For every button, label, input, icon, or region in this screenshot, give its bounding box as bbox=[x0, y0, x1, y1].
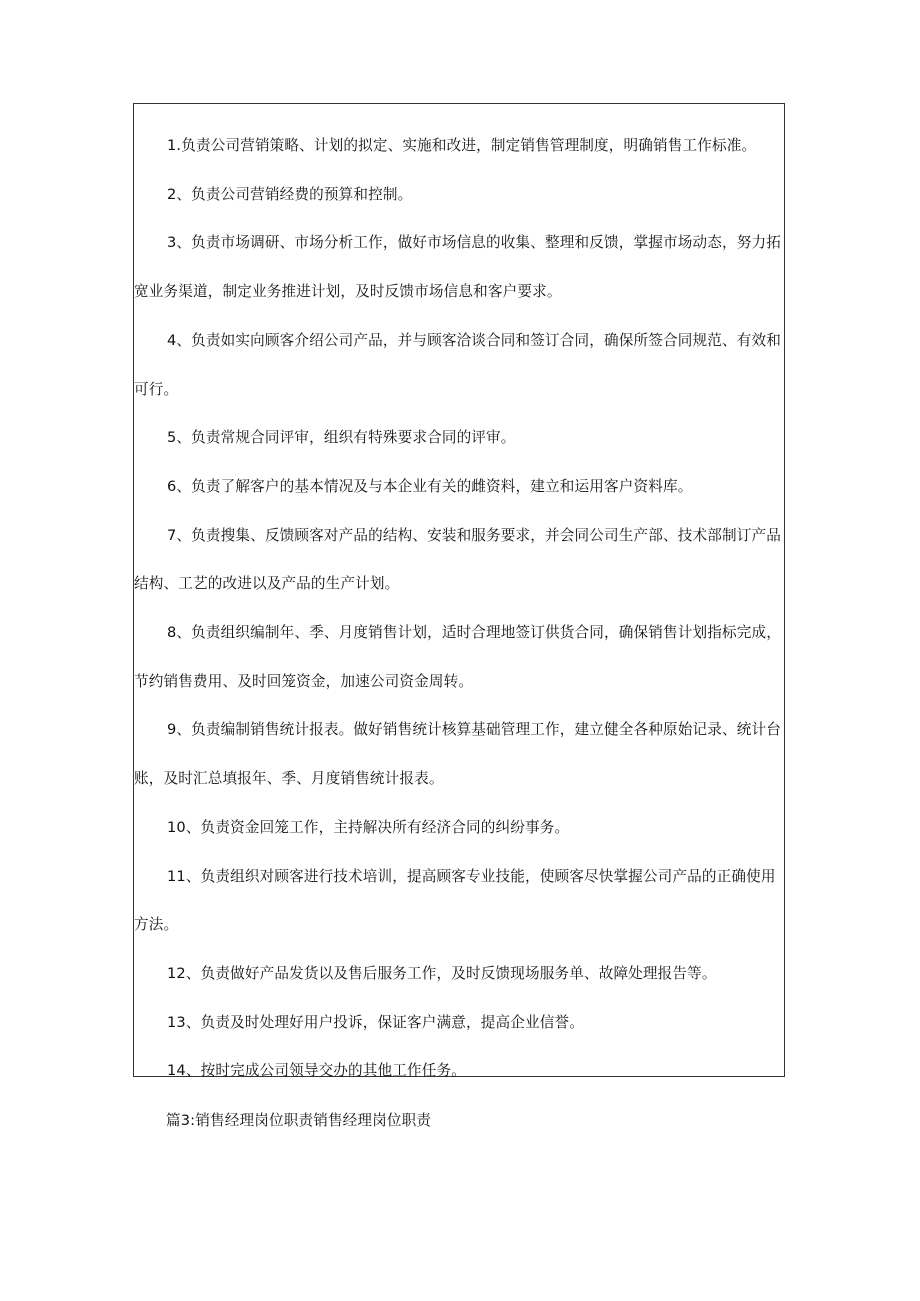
duty-item-8: 8、负责组织编制年、季、月度销售计划，适时合理地签订供货合同，确保销售计划指标完成，节约销售费用、及时回笼资金，加速公司资金周转。 bbox=[134, 624, 781, 690]
duty-item-7: 7、负责搜集、反馈顾客对产品的结构、安装和服务要求，并会同公司生产部、技术部制订产品结构、工艺的改进以及产品的生产计划。 bbox=[134, 526, 781, 593]
duty-item-12: 12、负责做好产品发货以及售后服务工作，及时反馈现场服务单、故障处理报告等。 bbox=[167, 964, 717, 982]
duty-item-3: 3、负责市场调研、市场分析工作，做好市场信息的收集、整理和反馈，掌握市场动态，努力拓宽业务渠道，制定业务推进计划，及时反馈市场信息和客户要求。 bbox=[134, 234, 781, 301]
duty-item-2: 2、负责公司营销经费的预算和控制。 bbox=[167, 185, 413, 203]
duty-item-9: 9、负责编制销售统计报表。做好销售统计核算基础管理工作，建立健全各种原始记录、统计台账，及时汇总填报年、季、月度销售统计报表。 bbox=[134, 721, 781, 788]
duty-item-14: 14、按时完成公司领导交办的其他工作任务。 bbox=[167, 1062, 467, 1080]
duty-item-11: 11、负责组织对顾客进行技术培训，提高顾客专业技能，使顾客尽快掌握公司产品的正确使用方法。 bbox=[134, 867, 776, 934]
section-heading: 篇3:销售经理岗位职责销售经理岗位职责 bbox=[166, 1112, 432, 1129]
duty-item-13: 13、负责及时处理好用户投诉，保证客户满意，提高企业信誉。 bbox=[167, 1013, 584, 1031]
duty-item-4: 4、负责如实向顾客介绍公司产品，并与顾客洽谈合同和签订合同，确保所签合同规范、有效和可行。 bbox=[134, 331, 781, 398]
duties-table-cell bbox=[133, 103, 785, 1080]
duty-item-1: 1.负责公司营销策略、计划的拟定、实施和改进，制定销售管理制度，明确销售工作标准。 bbox=[167, 137, 757, 154]
duty-item-10: 10、负责资金回笼工作，主持解决所有经济合同的纠纷事务。 bbox=[167, 818, 570, 836]
duty-item-5: 5、负责常规合同评审，组织有特殊要求合同的评审。 bbox=[167, 429, 516, 447]
duties-list bbox=[134, 122, 784, 1096]
duty-item-6: 6、负责了解客户的基本情况及与本企业有关的雌资料，建立和运用客户资料库。 bbox=[167, 477, 693, 495]
